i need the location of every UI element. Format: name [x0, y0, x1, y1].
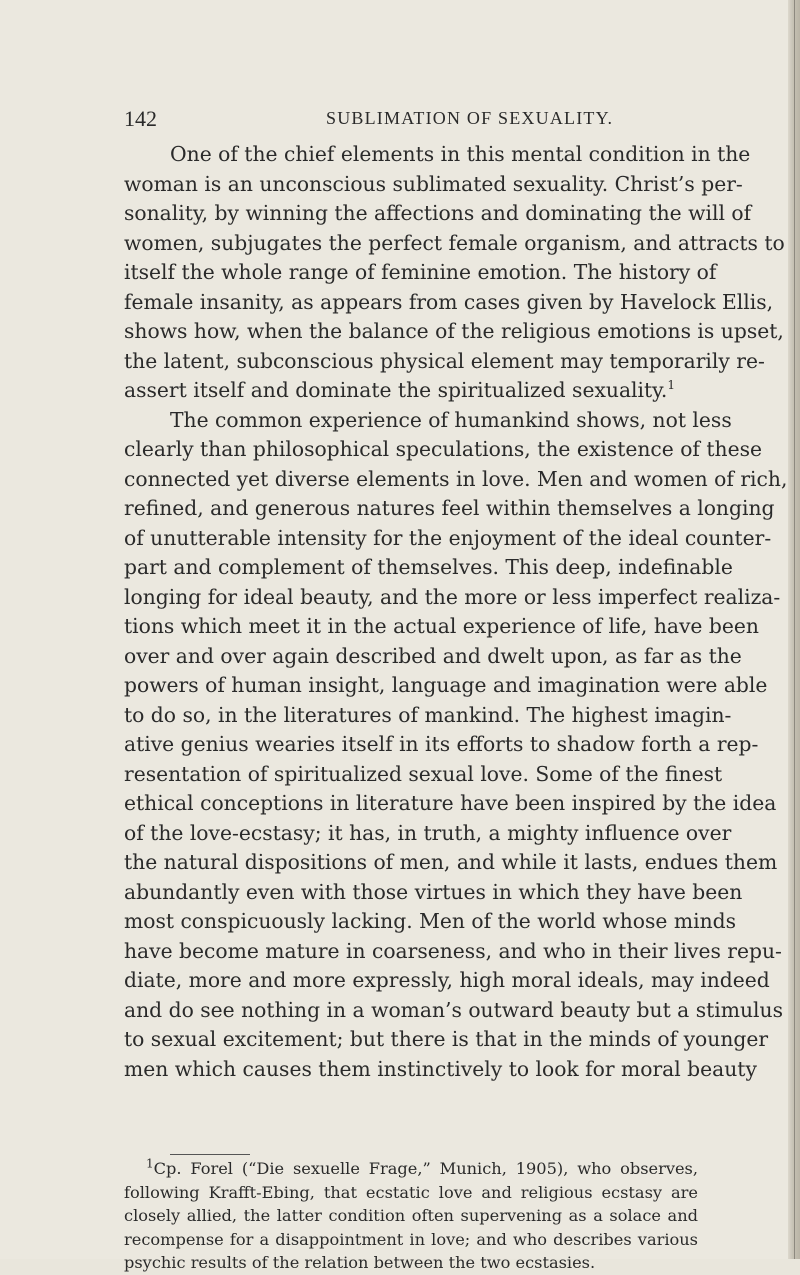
text-line: female insanity, as appears from cases given by Havelock Ellis,	[124, 289, 774, 314]
text-line: woman is an unconscious sublimated sexuality. Christ’s per-	[124, 171, 743, 196]
footnote-divider	[170, 1154, 250, 1155]
text-line: resentation of spiritualized sexual love. Some of the finest	[124, 761, 723, 786]
footnote-line: psychic results of the relation between the two ecstasies.	[124, 1253, 596, 1272]
footnote-line: recompense for a disappointment in love; and who describes various	[124, 1229, 698, 1249]
text-line: abundantly even with those virtues in which they have been	[124, 879, 743, 904]
footnote-line	[124, 1157, 698, 1181]
text-line: to sexual excitement; but there is that in the minds of younger	[124, 1027, 769, 1051]
text-line: One of the chief elements in this mental condition in the	[170, 142, 751, 166]
text-line: sonality, by winning the affections and dominating the will of	[124, 201, 752, 225]
text-line: shows how, when the balance of the religious emotions is upset,	[124, 319, 784, 343]
text-line: part and complement of themselves. This deep, indefinable	[124, 555, 733, 579]
footnote	[124, 1157, 698, 1275]
text-line: men which causes them instinctively to look for moral beauty	[124, 1056, 757, 1081]
text-line: connected yet diverse elements in love. Men and women of rich,	[124, 466, 788, 491]
text-line: ethical conceptions in literature have been inspired by the idea	[124, 791, 777, 815]
text-line: diate, more and more expressly, high moral ideals, may indeed	[124, 968, 770, 992]
footnote-line: closely allied, the latter condition often supervening as a solace and	[124, 1206, 698, 1225]
text-line: clearly than philosophical speculations, the existence of these	[124, 437, 763, 461]
text-line: over and over again described and dwelt upon, as far as the	[124, 643, 742, 668]
text-line: powers of human insight, language and imagination were able	[124, 673, 768, 697]
text-line: itself the whole range of feminine emotion. The history of	[124, 260, 717, 284]
text-line: have become mature in coarseness, and who in their lives repu-	[124, 938, 782, 963]
text-line: tions which meet it in the actual experience of life, have been	[124, 614, 759, 638]
footnote-line-content: Cp. Forel (“Die sexuelle Frage,” Munich, 1905), who observes,	[153, 1159, 698, 1178]
footnote-reference: 1	[667, 378, 676, 393]
text-line: ative genius wearies itself in its efforts to shadow forth a rep-	[124, 732, 759, 756]
text-line: the natural dispositions of men, and while it lasts, endues them	[124, 850, 778, 874]
text-line: longing for ideal beauty, and the more or less imperfect realiza-	[124, 584, 781, 609]
text-line: women, subjugates the perfect female organism, and attracts to	[124, 230, 785, 255]
text-line: of the love-ecstasy; it has, in truth, a mighty influence over	[124, 820, 732, 845]
footnote-line: following Krafft-Ebing, that ecstatic love and religious ecstasy are	[124, 1182, 698, 1202]
text-line	[124, 376, 698, 406]
page-edge	[788, 0, 800, 1259]
body-text	[124, 140, 788, 1084]
running-head: SUBLIMATION OF SEXUALITY.	[326, 108, 614, 128]
text-line: and do see nothing in a woman’s outward beauty but a stimulus	[124, 997, 784, 1022]
text-line: the latent, subconscious physical element may temporarily re-	[124, 348, 765, 373]
page-edge-line	[794, 0, 795, 1259]
text-line: The common experience of humankind shows, not less	[170, 407, 732, 432]
text-line: refined, and generous natures feel within themselves a longing	[124, 496, 775, 520]
page-number: 142	[124, 106, 157, 131]
footnote-marker: 1	[146, 1156, 154, 1171]
page-header	[124, 106, 694, 136]
text-line: most conspicuously lacking. Men of the world whose minds	[124, 909, 737, 933]
text-line: of unutterable intensity for the enjoyment of the ideal counter-	[124, 525, 772, 550]
text-line: to do so, in the literatures of mankind. The highest imagin-	[124, 702, 732, 727]
text-line-content: assert itself and dominate the spiritualized sexuality.	[124, 378, 668, 402]
